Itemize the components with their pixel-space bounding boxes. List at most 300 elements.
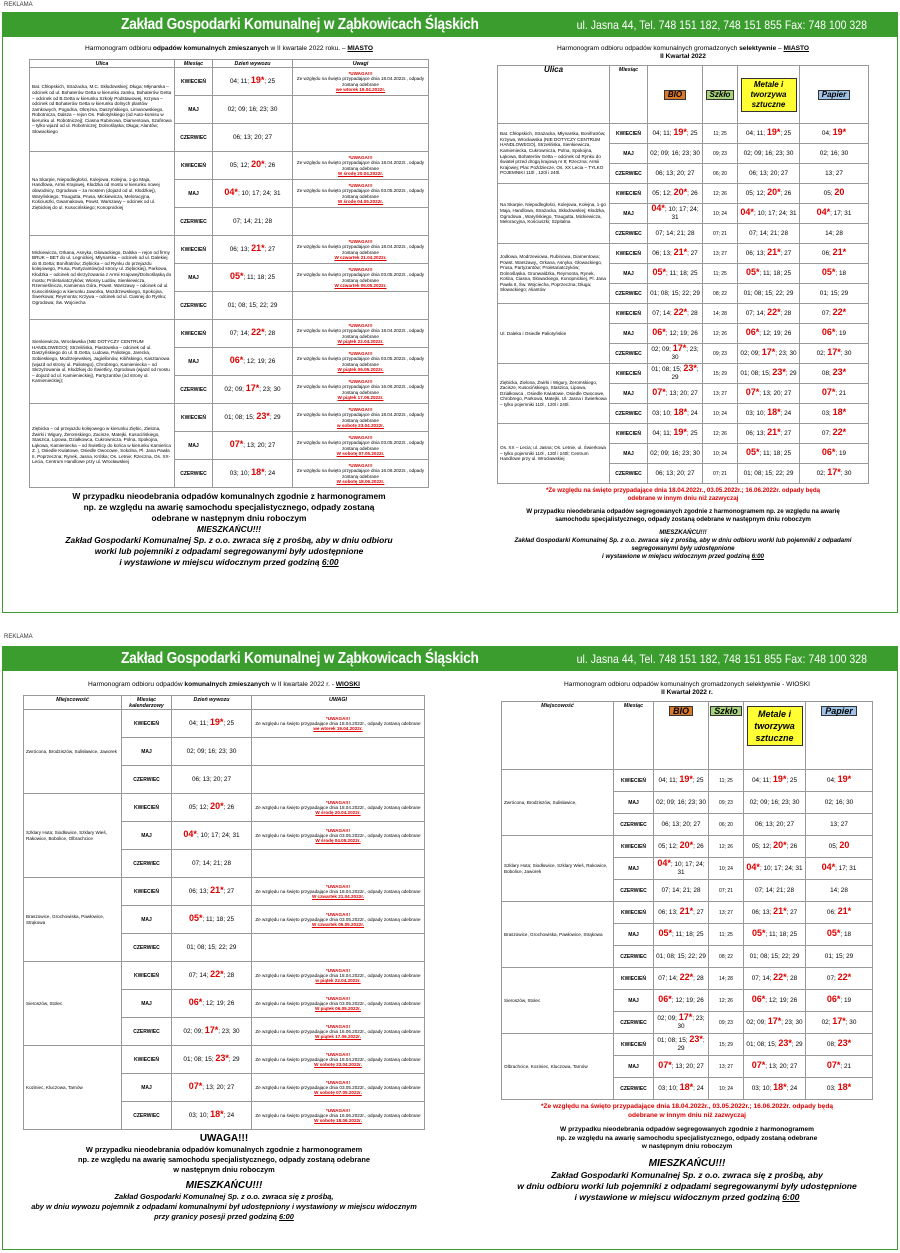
reklama-label: REKLAMA (4, 2, 33, 8)
pickup-days (172, 934, 252, 962)
month-cell: KWIECIEŃ (122, 1046, 172, 1074)
remark-heading: *UWAGA!!! (348, 267, 373, 273)
month-cell: KWIECIEŃ (175, 68, 213, 96)
dates-text: ; 27 (223, 888, 235, 896)
remarks-cell (252, 710, 425, 738)
dates-text: 01; 08; 15; 22; 29 (743, 290, 794, 298)
dates-text: ; 25 (264, 78, 276, 86)
remark-date: W sobotę 18.06.2022r. (314, 1118, 362, 1124)
szklo-label: Szkło (710, 706, 742, 716)
holiday-date: 06* (188, 997, 203, 1008)
holiday-date: 17* (204, 1025, 219, 1036)
dates-text: 01; 08; 15; (657, 1037, 690, 1045)
paper-days (800, 344, 869, 364)
month-cell: MAJ (610, 444, 648, 464)
pickup-days (172, 738, 252, 766)
remark-date: W sobotę 07.05.2022r. (336, 450, 385, 456)
holiday-date: 18* (673, 407, 688, 418)
holiday-date: 23* (772, 367, 786, 378)
table-row (24, 794, 425, 822)
remarks-cell (252, 1018, 425, 1046)
holiday-date: 17* (761, 347, 776, 358)
paper-days (800, 404, 869, 424)
remark-heading: *UWAGA!!! (348, 435, 373, 441)
dates-text: 04; 11; (745, 130, 767, 138)
holiday-date: 19* (766, 127, 781, 138)
holiday-date: 07* (652, 387, 666, 398)
holiday-date: 19* (250, 75, 265, 86)
remark-heading: *UWAGA!!! (326, 1107, 350, 1113)
dates-text: ; 11; 18; 25 (672, 931, 704, 939)
banner (3, 13, 897, 37)
month-cell: KWIECIEŃ (175, 404, 213, 432)
dates-text: 07; 14; 21; 28 (232, 218, 273, 226)
dates-text: 02; 09; (657, 1015, 679, 1023)
selective-villages-footer: *Ze względu na święto przypadające dnia 18.04.2022r., 03.05.2022r.; 16.06.2022r. odpady będą odebrane w innym dniu niż zazwyczaj W przypadku nieodebrania odpadów segregowanych zgodnie z harmonogramem np. ze względu na awarię samochodu specjalistycznego, odpady zostaną odebrane w następnym dniu roboczym MIESZKAŃCU!!! Zakład Gospodarki Komunalnej Sp. z o.o. zwraca się z prośbą, aby w dniu odbioru worki lub pojemniki z odpadami segregowanymi były udostępnione i wystawione w miejscu widocznym przed godziną 6:00 (517, 1103, 857, 1202)
remarks-cell (293, 432, 429, 460)
dates-text: 07; 14; (745, 310, 768, 318)
glass-days: 10; 24 (703, 404, 738, 424)
dates-text: 13; 27 (830, 821, 848, 829)
pickup-days (213, 236, 293, 264)
dates-text: ; 30 (840, 350, 852, 358)
bio-days (648, 364, 703, 384)
pickup-days (213, 404, 293, 432)
dates-text: 01; 15; 29 (824, 953, 854, 961)
dates-text: ; 23; 30 (775, 350, 797, 358)
holiday-date: 22* (679, 972, 694, 983)
dates-text: 04; 11; (188, 720, 210, 728)
bio-days (654, 814, 709, 836)
metale-label: Metale i tworzywa sztuczne (741, 78, 797, 112)
remark-date: w sobotę 23.04.2022r. (337, 422, 384, 428)
glass-days: 13; 27 (709, 1056, 744, 1078)
pickup-days (213, 292, 293, 320)
remark-text: Ze względu na święto przypadające dnia 16.06.2022r., odpady zostaną odebrane (296, 468, 425, 479)
month-cell: MAJ (122, 738, 172, 766)
remark-text: Ze względu na święto przypadające dnia 03.05.2022r., odpady zostaną odebrane (296, 356, 425, 367)
bio-days (654, 1056, 709, 1078)
dates-text: 02; 09; 16; 23; 30 (656, 799, 706, 807)
dates-text: ; 19 (840, 997, 852, 1005)
mixed-city-panel (29, 45, 429, 611)
glass-days: 10; 24 (709, 1078, 744, 1100)
table-row (30, 320, 429, 348)
bio-days (648, 404, 703, 424)
month-cell: KWIECIEŃ (614, 836, 654, 858)
dates-text: 03; (821, 410, 833, 418)
dates-text: 14; 28 (825, 230, 843, 238)
company-contact: ul. Jasna 44, Tel. 748 151 182, 748 151 855 Fax: 748 100 328 (576, 18, 867, 32)
dates-text: 07; 14; (229, 330, 252, 338)
month-cell: MAJ (175, 180, 213, 208)
pickup-days (172, 990, 252, 1018)
holiday-date: 07* (658, 1060, 672, 1071)
metal-plastic-days (744, 902, 806, 924)
month-cell: CZERWIEC (175, 124, 213, 152)
col-header: Ulica (498, 66, 610, 124)
remarks-cell (252, 878, 425, 906)
month-cell: CZERWIEC (614, 814, 654, 836)
remarks-cell (252, 738, 425, 766)
dates-text: ; 13; 20; 27 (202, 1084, 235, 1092)
remark-text: Ze względu na święto przypadające dnia 18.04.2022r., odpady zostaną odebrane (296, 244, 425, 255)
remark-heading: *UWAGA!!! (348, 71, 373, 77)
holiday-date: 19* (832, 127, 847, 138)
dates-text: 06; 13; 20; 27 (655, 470, 695, 478)
metal-plastic-days (738, 444, 800, 464)
holiday-date: 20* (767, 187, 781, 198)
paper-days (806, 792, 873, 814)
remark-date: W czwartek 21.04.2022r. (334, 254, 387, 260)
dates-text: ; 12; 19; 26 (671, 997, 704, 1005)
holiday-date: 06* (826, 994, 841, 1005)
table-row (30, 152, 429, 180)
month-cell: CZERWIEC (614, 1012, 654, 1034)
table-row (498, 364, 869, 384)
paper-days (806, 1012, 873, 1034)
table-row (498, 424, 869, 444)
glass-days: 12; 26 (703, 184, 738, 204)
holiday-date: 21* (767, 427, 781, 438)
mixed-city-footer: W przypadku nieodebrania odpadów komunalnych zgodnie z harmonogramem np. ze względu na awarię samochodu specjalistycznego, odpady zostaną odebrane w następnym dniu roboczym MIESZKAŃCU!!! Zakład Gospodarki Komunalnej Sp. z o.o. zwraca się z prośbą, aby w dniu odbioru worki lub pojemniki z odpadami segregowanymi były udostępnione i wystawione w miejscu widocznym przed godziną 6:00 (65, 491, 393, 567)
paper-days (806, 814, 873, 836)
dates-text: 07; 14; 21; 28 (655, 230, 695, 238)
paper-days (800, 304, 869, 324)
dates-text: 06; 13; 20; 27 (661, 821, 701, 829)
bio-days (654, 770, 709, 792)
holiday-date: 21* (210, 885, 224, 896)
metal-plastic-days (744, 814, 806, 836)
dates-text: 03; 10; (745, 410, 768, 418)
remark-text: Ze względu na święto przypadające dnia 18.04.2022r., odpady zostaną odebrane (255, 1056, 421, 1062)
dates-text: 06; 13; 20; 27 (748, 170, 789, 178)
holiday-date: 05* (751, 928, 766, 939)
dates-text: 02; 09; (746, 1019, 768, 1027)
col-header: Miejscowość (502, 702, 614, 770)
bio-days (648, 124, 703, 144)
month-cell: KWIECIEŃ (122, 878, 172, 906)
col-header: Miesiąc kalendarzowy (122, 696, 172, 710)
papier-label: Papier (818, 90, 850, 100)
month-cell: CZERWIEC (122, 1018, 172, 1046)
glass-days: 09; 23 (709, 792, 744, 814)
metale-label: Metale i tworzywa sztuczne (747, 706, 803, 746)
selective-city-quarter: II Kwartał 2022 (660, 53, 706, 60)
street-list: Szklary Huta; Siodłowice, Szklary Wieś, Rakowice, Bobolice, Olbrachcice (24, 794, 122, 878)
col-header: Miesiąc (610, 66, 648, 124)
holiday-date: 17* (678, 1012, 693, 1023)
pickup-days (172, 1046, 252, 1074)
banner (3, 647, 897, 671)
dates-text: 07; 14; (652, 310, 674, 318)
pickup-days (213, 152, 293, 180)
remark-text: Ze względu na święto przypadające dnia 03.05.2022r., odpady zostaną odebrane (255, 1000, 421, 1006)
remarks-cell (293, 376, 429, 404)
remark-text: Ze względu na święto przypadające dnia 16.06.2022r., odpady zostaną odebrane (296, 384, 425, 395)
bio-days (648, 244, 703, 264)
month-cell: KWIECIEŃ (610, 244, 648, 264)
street-list: Olbrachcice, Koziniec, Kluczowa, Tarnów (502, 1034, 614, 1100)
dates-text: ; 29 (671, 366, 699, 381)
metal-plastic-days (744, 792, 806, 814)
pickup-days (172, 850, 252, 878)
dates-text: 02; 09; 16; 23; 30 (743, 150, 794, 158)
holiday-date: 04* (651, 203, 665, 214)
holiday-date: 22* (767, 307, 781, 318)
paper-days (806, 858, 873, 880)
table-row (24, 1046, 425, 1074)
col-header: Miesiąc (614, 702, 654, 770)
paper-days (800, 364, 869, 384)
remark-heading: *UWAGA!!! (326, 995, 350, 1001)
dates-text: 07; 14; 21; 28 (754, 887, 795, 895)
street-list: Sieroszów, Stolec (502, 968, 614, 1034)
glass-days: 09; 23 (703, 144, 738, 164)
paper-days (800, 164, 869, 184)
holiday-date: 05* (652, 267, 666, 278)
dates-text: ; 13; 20; 27 (759, 390, 792, 398)
month-cell: KWIECIEŃ (614, 902, 654, 924)
dates-text: ; 27 (786, 909, 798, 917)
dates-text: ; 11; 18; 25 (202, 916, 235, 924)
holiday-date: 17* (672, 343, 687, 354)
pickup-days (172, 1074, 252, 1102)
dates-text: 04; (821, 130, 833, 138)
holiday-date: 07* (745, 387, 760, 398)
metal-plastic-days (738, 344, 800, 364)
col-header: Uwagi (293, 60, 429, 68)
company-name: Zakład Gospodarki Komunalnej w Ząbkowicach Śląskich (121, 16, 479, 33)
dates-text: 03; 10; (188, 1112, 211, 1120)
remark-date: W piątek 06.05.2022r. (337, 366, 384, 372)
metal-plastic-days (738, 204, 800, 224)
glass-days: 07; 21 (703, 464, 738, 484)
remark-date: W środę 04.05.2022r. (337, 198, 384, 204)
dates-text: ; 19 (835, 330, 847, 338)
dates-text: 05; 12; (658, 843, 680, 851)
mixed-villages-panel (23, 681, 425, 1247)
dates-text: 05; 12; (188, 804, 211, 812)
mixed-city-table (29, 59, 429, 488)
holiday-date: 04* (183, 829, 197, 840)
month-cell: KWIECIEŃ (122, 962, 172, 990)
month-cell: MAJ (122, 822, 172, 850)
dates-text: ; 23; 30 (781, 1019, 803, 1027)
company-name: Zakład Gospodarki Komunalnej w Ząbkowicach Śląskich (121, 650, 479, 667)
remark-text: Ze względu na święto przypadające dnia 03.05.2022r., odpady zostaną odebrane (296, 188, 425, 199)
holiday-date: 19* (837, 774, 852, 785)
paper-days (800, 284, 869, 304)
mixed-villages-footer: UWAGA!!! W przypadku nieodebrania odpadów komunalnych zgodnie z harmonogramem np. ze względu na awarię samochodu specjalistycznego, odpady zostaną odebrane w następnym dniu roboczym MIESZKAŃCU!!! Zakład Gospodarki Komunalnej Sp. z o.o. zwraca się z prośbą, aby w dniu wywozu pojemnik z odpadami komunalnymi był udostępniony i wystawiony w miejscu widocznym przy granicy posesji przed godziną 6:00 (31, 1133, 417, 1221)
month-cell: CZERWIEC (122, 850, 172, 878)
dates-text: 03; 10; (751, 1085, 774, 1093)
glass-days: 06; 20 (709, 814, 744, 836)
remark-text: Ze względu na święto przypadające dnia 16.06.2022r., odpady zostaną odebrane (255, 1112, 421, 1118)
dates-text: 01; 08; 15; 22; 29 (186, 944, 237, 952)
remark-date: W piątek 17.06.2022r. (315, 1034, 361, 1040)
remarks-cell (293, 96, 429, 124)
dates-text: ; 18 (835, 270, 847, 278)
bio-days (648, 144, 703, 164)
dates-text: ; 25 (223, 720, 235, 728)
dates-text: ; 26 (223, 804, 235, 812)
holiday-date: 19* (673, 127, 687, 138)
dates-text: ; 13; 20; 27 (243, 442, 276, 450)
dates-text: 02; 16; 30 (819, 150, 849, 158)
street-list: Zwrócona, Brodziszów, Sulisławice, (502, 770, 614, 836)
holiday-date: 07* (229, 439, 244, 450)
remark-date: W piątek 17.06.2022r. (337, 394, 384, 400)
paper-days (806, 1078, 873, 1100)
holiday-date: 04* (746, 862, 760, 873)
dates-text: ; 27 (264, 246, 276, 254)
dates-text: ; 12; 19; 26 (243, 358, 276, 366)
glass-days: 11; 25 (703, 124, 738, 144)
dates-text: ; 10; 17; 24; 31 (237, 190, 281, 198)
dates-text: 06; 13; (229, 246, 252, 254)
dates-text: ; 28 (786, 975, 798, 983)
paper-days (800, 184, 869, 204)
dates-text: ; 30 (845, 1019, 857, 1027)
bio-days (654, 902, 709, 924)
metal-plastic-days (738, 184, 800, 204)
metal-plastic-days (738, 284, 800, 304)
pickup-days (213, 180, 293, 208)
advert-top (2, 12, 898, 613)
dates-text: ; 13; 20; 27 (671, 1063, 704, 1071)
glass-days: 09; 23 (709, 1012, 744, 1034)
pickup-days (213, 432, 293, 460)
paper-days (800, 464, 869, 484)
pickup-days (213, 208, 293, 236)
bio-label: BIO (664, 90, 686, 100)
paper-days (806, 770, 873, 792)
holiday-date: 06* (658, 994, 672, 1005)
col-header: Ulica (30, 60, 175, 68)
dates-text: ; 23; 30 (677, 1015, 705, 1030)
dates-text: 08; (826, 1041, 838, 1049)
month-cell: MAJ (614, 792, 654, 814)
dates-text: 06; 13; (188, 888, 211, 896)
bio-days (654, 990, 709, 1012)
dates-text: 06; 13; (652, 250, 674, 258)
glass-days: 12; 26 (709, 990, 744, 1012)
dates-text: 02; 09; (183, 1028, 205, 1036)
pickup-days (172, 906, 252, 934)
metal-plastic-days (738, 324, 800, 344)
dates-text: ; 12; 19; 26 (759, 330, 792, 338)
dates-text: 05; 12; (229, 162, 252, 170)
month-cell: CZERWIEC (122, 934, 172, 962)
holiday-date: 23* (215, 1053, 229, 1064)
dates-text: ; 28 (687, 310, 698, 318)
street-list: Ziębicka, Zielona, Żwirki i Wigury, Żeromskiego, Zacisze, Kusocińskiego, Staszica, Lipowa, Działkowca , Osiedle Kwiatowe, Osiedle Owocowe, Chrobrego, Parkowa, Matejki, Ul. Jasna i Świerkowa – tylko pojemniki 110l , 120l i 240l. (498, 364, 610, 424)
dates-text: 04; 11; (658, 777, 680, 785)
remark-heading: *UWAGA!!! (348, 155, 373, 161)
bio-days (654, 880, 709, 902)
col-header: Miesiąc (175, 60, 213, 68)
remark-date: W sobotę 23.04.2022r. (314, 1062, 362, 1068)
col-header: Dzień wywozu (213, 60, 293, 68)
street-list: Zwrócona, Brodziszów, Sulisławice, Jaworek (24, 710, 122, 794)
dates-text: ; 25 (786, 777, 798, 785)
remark-heading: *UWAGA!!! (326, 911, 350, 917)
dates-text: 01; 08; 15; 22; 29 (743, 470, 794, 478)
bio-label: BIO (669, 706, 693, 716)
metal-plastic-days (738, 364, 800, 384)
month-cell: MAJ (614, 924, 654, 946)
remark-date: W środę 04.05.2022r. (315, 838, 361, 844)
holiday-date: 20* (773, 840, 787, 851)
remark-text: Ze względu na święto przypadające dnia 18.04.2022r., odpady zostaną odebrane (296, 412, 425, 423)
remarks-cell (293, 180, 429, 208)
dates-text: ; 23; 30 (218, 1028, 240, 1036)
dates-text: ; 23; 30 (259, 386, 281, 394)
reklama-label: REKLAMA (4, 634, 33, 640)
dates-text: 02; (816, 470, 828, 478)
dates-text: 02; 09; 16; 23; 30 (650, 450, 700, 458)
glass-days: 11; 25 (703, 264, 738, 284)
month-cell: CZERWIEC (610, 284, 648, 304)
month-cell: CZERWIEC (614, 880, 654, 902)
holiday-date: 05* (188, 913, 203, 924)
dates-text: 02; (816, 350, 828, 358)
glass-days: 11; 25 (709, 924, 744, 946)
paper-days (806, 946, 873, 968)
holiday-date: 06* (821, 327, 836, 338)
holiday-date: 20 (834, 187, 845, 198)
month-cell: KWIECIEŃ (122, 710, 172, 738)
glass-days: 13; 27 (703, 244, 738, 264)
dates-text: ; 19 (835, 450, 847, 458)
paper-days (800, 124, 869, 144)
table-row (498, 304, 869, 324)
holiday-date: 20 (839, 840, 850, 851)
holiday-date: 17* (245, 383, 260, 394)
remark-text: Ze względu na święto przypadające dnia 03.05.2022r., odpady zostaną odebrane (296, 440, 425, 451)
dates-text: 02; 09; 16; 23; 30 (186, 748, 237, 756)
glass-days: 12; 26 (703, 424, 738, 444)
remark-date: W piątek 22.04.2022r. (337, 338, 384, 344)
dates-text: ; 13; 20; 27 (765, 1063, 798, 1071)
dates-text: 06; 13; (745, 430, 768, 438)
selective-city-panel (497, 45, 869, 611)
holiday-date: 05* (658, 928, 672, 939)
holiday-date: 18* (679, 1082, 694, 1093)
dates-text: ; 26 (786, 843, 798, 851)
street-list: Koziniec, Kluczowa, Tarnów (24, 1046, 122, 1130)
dates-text: ; 28 (264, 330, 276, 338)
metal-plastic-days (738, 404, 800, 424)
remarks-cell (252, 1102, 425, 1130)
street-list: Braszowice, Grochowiska, Pawłowice, Strąkowa (502, 902, 614, 968)
month-cell: CZERWIEC (175, 292, 213, 320)
paper-days (800, 384, 869, 404)
holiday-date: 05* (821, 267, 836, 278)
pickup-days (172, 822, 252, 850)
remark-date: W czwartek 21.04.2022r. (311, 894, 365, 900)
advert-bottom (2, 646, 898, 1250)
szklo-label: Szkło (706, 90, 735, 100)
dates-text: 02; 09; 16; 23; 30 (749, 799, 800, 807)
month-cell: KWIECIEŃ (610, 304, 648, 324)
dates-text: 07; 14; 21; 28 (661, 887, 701, 895)
paper-days (800, 424, 869, 444)
paper-days (806, 880, 873, 902)
month-cell: MAJ (122, 990, 172, 1018)
col-header: Dzień wywozu (172, 696, 252, 710)
